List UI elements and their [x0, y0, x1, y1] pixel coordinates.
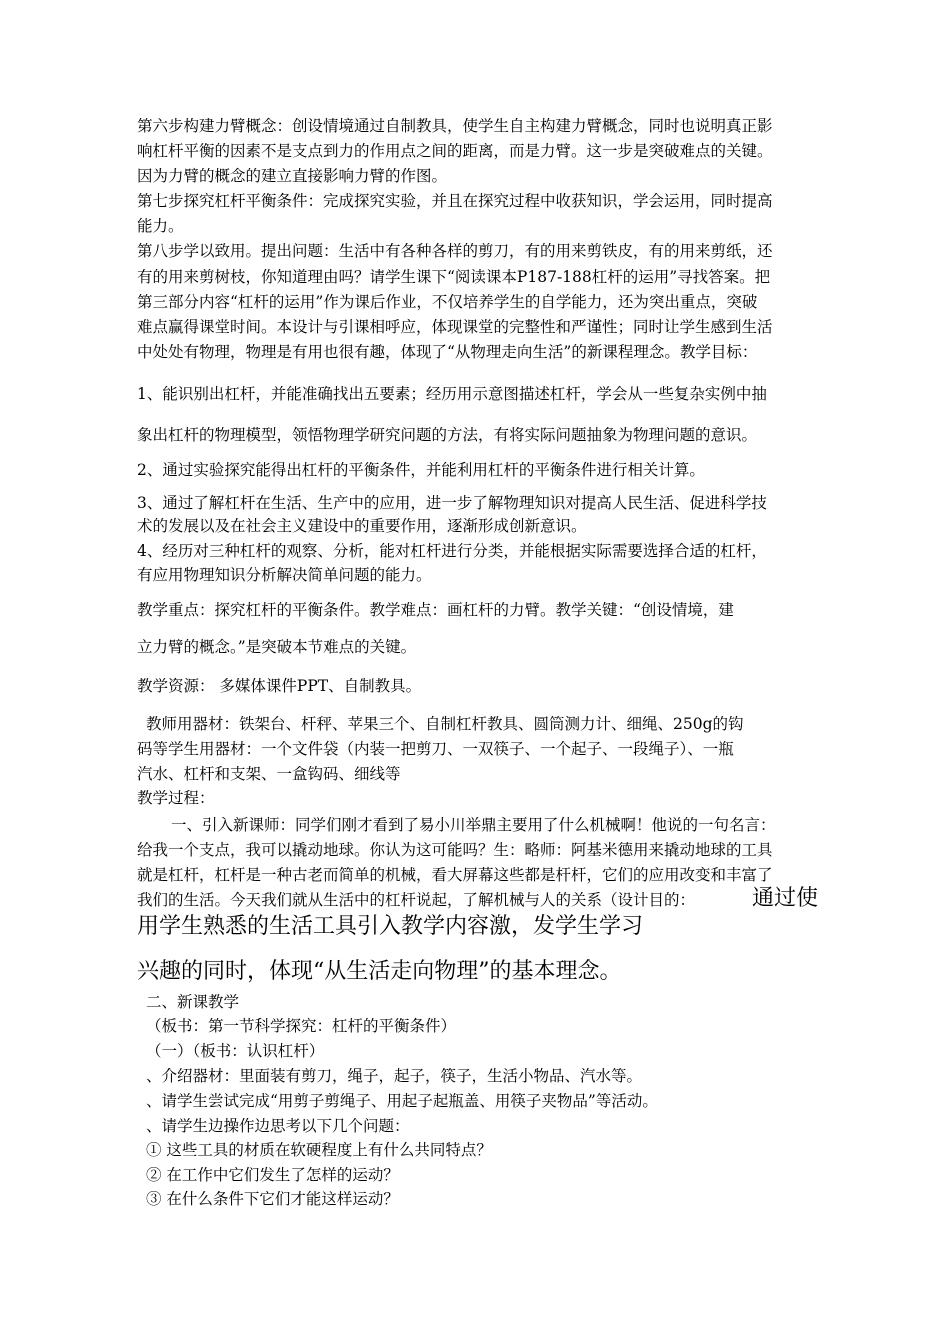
text-line: 汽水、杠杆和支架、一盒钩码、细线等 — [137, 765, 401, 783]
text-line: 难点赢得课堂时间。本设计与引课相呼应，体现课堂的完整性和严谨性；同时让学生感到生活 — [137, 318, 773, 336]
text-line: 能力。 — [137, 217, 184, 235]
text-line: 响杠杆平衡的因素不是支点到力的作用点之间的距离，而是力臂。这一步是突破难点的关键。 — [137, 142, 773, 160]
text-line: 立力臂的概念。”是突破本节难点的关键。 — [137, 638, 417, 656]
section-heading: 二、新课教学 — [146, 993, 240, 1011]
text-line: 教师用器材：铁架台、杆秤、苹果三个、自制杠杆教具、圆筒测力计、细绳、250g的钩 — [146, 715, 744, 733]
text-line: 我们的生活。今天我们就从生活中的杠杆说起，了解机械与人的关系（设计目的： — [137, 891, 696, 909]
objective-line: 术的发展以及在社会主义建设中的重要作用，逐渐形成创新意识。 — [137, 517, 587, 535]
text-line: 有的用来剪树枝，你知道理由吗？请学生课下“阅读课本P187-188杠杆的运用”寻找答案。把 — [137, 268, 771, 286]
large-text: 通过使 — [752, 886, 819, 911]
section-heading: 教学过程： — [137, 789, 215, 807]
large-text: 用学生熟悉的生活工具引入教学内容激，发学生学习 — [137, 914, 644, 939]
question-item: ② 在工作中它们发生了怎样的运动？ — [146, 1166, 399, 1184]
objective-line: 1、能识别出杠杆，并能准确找出五要素；经历用示意图描述杠杆，学会从一些复杂实例中抽 — [137, 385, 767, 403]
objective-line: 2、通过实验探究能得出杠杆的平衡条件，并能利用杠杆的平衡条件进行相关计算。 — [137, 461, 705, 479]
text-line: 就是杠杆，杠杆是一种古老而简单的机械，看大屏幕这些都是杆杆，它们的应用改变和丰富了 — [137, 866, 773, 884]
list-item: 、请学生尝试完成“用剪子剪绳子、用起子起瓶盖、用筷子夹物品”等活动。 — [146, 1092, 658, 1110]
text-line: （板书：第一节科学探究：杠杆的平衡条件） — [146, 1017, 457, 1035]
question-item: ③ 在什么条件下它们才能这样运动？ — [146, 1190, 399, 1208]
text-line: 中处处有物理，物理是有用也很有趣，体现了“从物理走向生活”的新课程理念。教学目标： — [137, 343, 758, 361]
objective-line: 象出杠杆的物理模型，领悟物理学研究问题的方法，有将实际问题抽象为物理问题的意识。 — [137, 426, 758, 444]
text-line: 教学资源： 多媒体课件PPT、自制教具。 — [137, 677, 422, 695]
text-line: 一、引入新课师：同学们刚才看到了易小川举鼎主要用了什么机械啊！他说的一句名言： — [171, 816, 776, 834]
question-item: ① 这些工具的材质在软硬程度上有什么共同特点？ — [146, 1141, 492, 1159]
text-line: 教学重点：探究杠杆的平衡条件。教学难点：画杠杆的力臂。教学关键：“创设情境，建 — [137, 601, 734, 619]
objective-line: 有应用物理知识分析解决简单问题的能力。 — [137, 566, 432, 584]
objective-line: 4、经历对三种杠杆的观察、分析，能对杠杆进行分类，并能根据实际需要选择合适的杠杆， — [137, 542, 767, 560]
text-line: 第八步学以致用。提出问题：生活中有各种各样的剪刀，有的用来剪铁皮，有的用来剪纸，还 — [137, 242, 773, 260]
objective-line: 3、通过了解杠杆在生活、生产中的应用，进一步了解物理知识对提高人民生活、促进科学技 — [137, 494, 767, 512]
text-line: 因为力臂的概念的建立直接影响力臂的作图。 — [137, 167, 448, 185]
list-item: 、请学生边操作边思考以下几个问题： — [146, 1117, 410, 1135]
text-line: 第三部分内容“杠杆的运用”作为课后作业，不仅培养学生的自学能力，还为突出重点，突破 — [137, 293, 758, 311]
text-line: 码等学生用器材：一个文件袋（内装一把剪刀、一双筷子、一个起子、一段绳子）、一瓶 — [137, 740, 734, 758]
large-text: 兴趣的同时，体现“从生活走向物理”的基本理念。 — [137, 959, 622, 984]
text-line: （一）（板书：认识杠杆） — [146, 1042, 325, 1060]
list-item: 、介绍器材：里面装有剪刀，绳子，起子，筷子，生活小物品、汽水等。 — [146, 1067, 643, 1085]
text-line: 第六步构建力臂概念：创设情境通过自制教具，使学生自主构建力臂概念，同时也说明真正影 — [137, 117, 773, 135]
text-line: 给我一个支点，我可以撬动地球。你认为这可能吗？生：略师：阿基米德用来撬动地球的工具 — [137, 841, 773, 859]
text-line: 第七步探究杠杆平衡条件：完成探究实验，并且在探究过程中收获知识，学会运用，同时提高 — [137, 192, 773, 210]
